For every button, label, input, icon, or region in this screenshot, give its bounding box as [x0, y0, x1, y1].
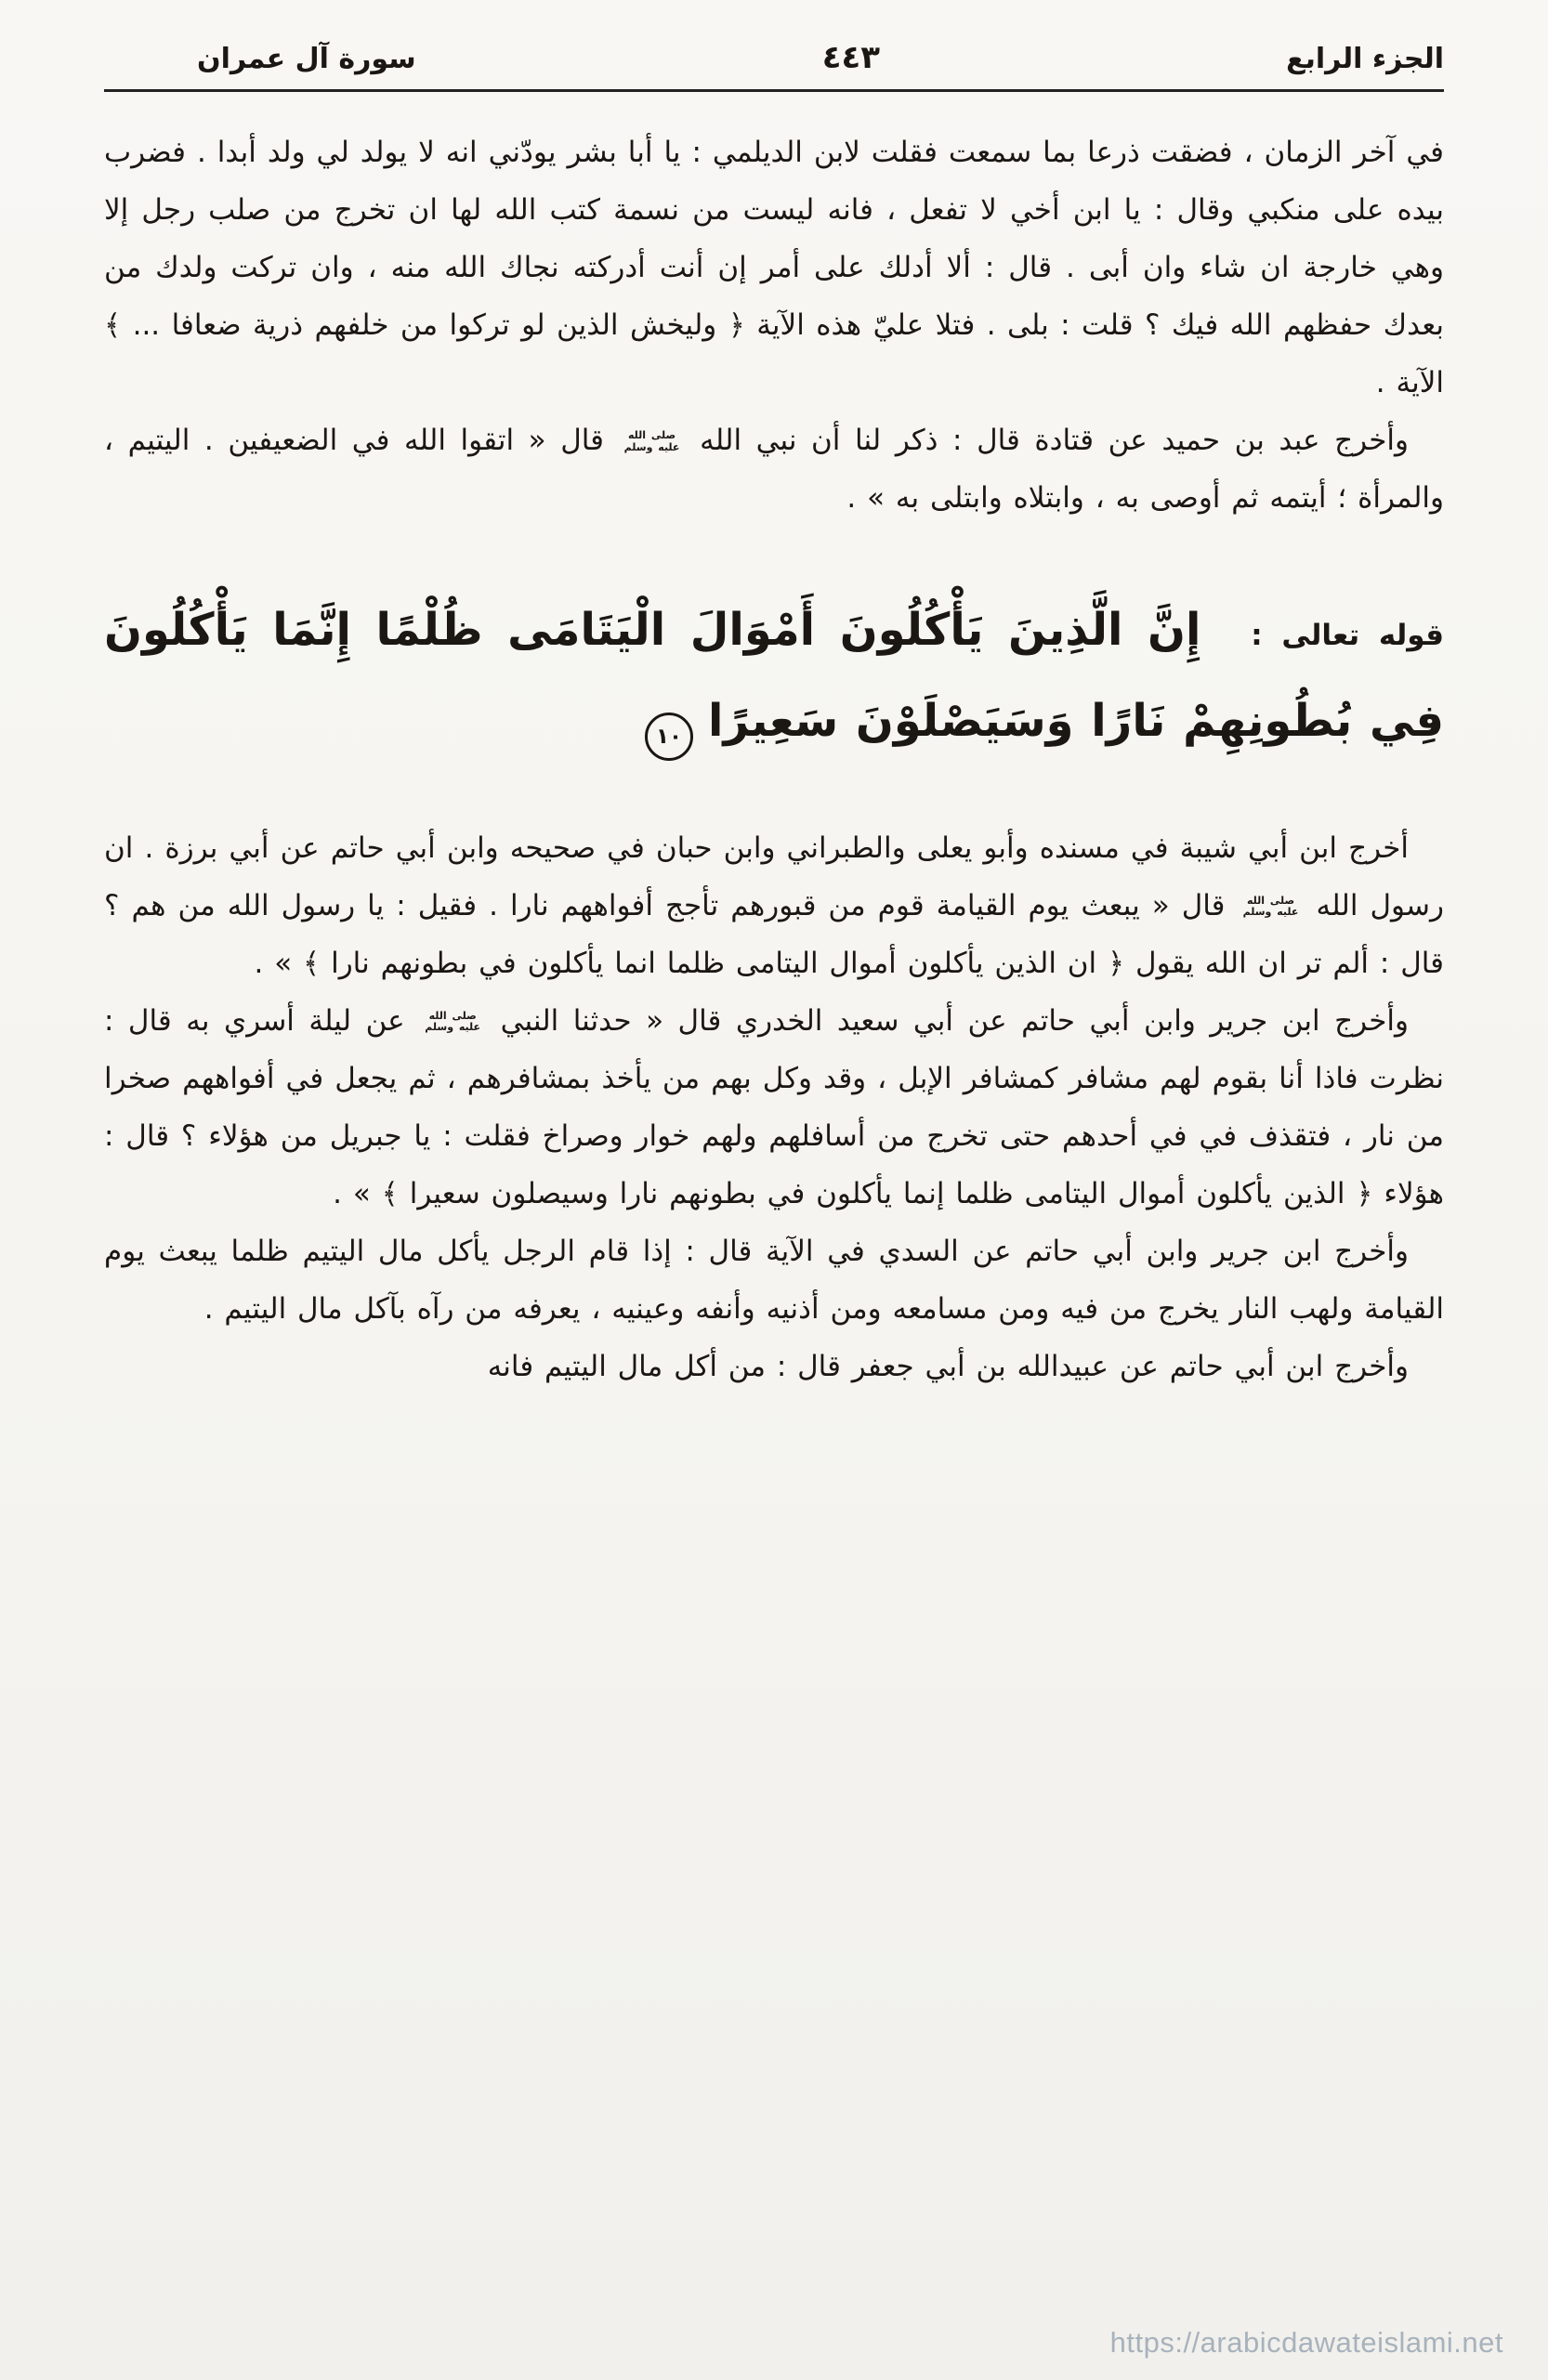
page-content [0, 92, 1548, 1395]
paragraph: وأخرج ابن جرير وابن أبي حاتم عن أبي سعيد الخدري قال « حدثنا النبي صلى الله عليه وسلم عن ليلة أسري به قال : نظرت فاذا أنا بقوم لهم مشافر كمشافر الإبل ، وقد وكل بهم من يأخذ بمشافرهم ، ثم يجعل في أفواههم صخرا من نار ، فتقذف في في أحدهم حتى تخرج من أسافلهم ولهم خوار وصراخ فقلت : يا جبريل من هؤلاء ؟ قال : هؤلاء ﴿ الذين يأكلون أموال اليتامى ظلما إنما يأكلون في بطونهم نارا وسيصلون سعيرا ﴾ » . [104, 1003, 1444, 1210]
header-surah-title: سورة آل عمران [197, 43, 416, 75]
header-part-title: الجزء الرابع [1286, 43, 1444, 75]
ayah-number: ١٠ [655, 725, 683, 750]
pbuh-honorific: صلى الله عليه وسلم [425, 1009, 481, 1034]
verse-intro-label: قوله تعالى : [1251, 619, 1445, 652]
paragraph: أخرج ابن أبي شيبة في مسنده وأبو يعلى والطبراني وابن حبان في صحيحه وابن أبي حاتم عن أبي برزة . ان رسول الله صلى الله عليه وسلم قال « يبعث يوم القيامة قوم من قبورهم تأجج أفواههم نارا . فقيل : يا رسول الله من هم ؟ قال : ألم تر ان الله يقول ﴿ ان الذين يأكلون أموال اليتامى ظلما انما يأكلون في بطونهم نارا ﴾ » . [104, 830, 1444, 980]
page-header [0, 0, 1548, 76]
paragraph: وأخرج ابن جرير وابن أبي حاتم عن السدي في الآية قال : إذا قام الرجل يأكل مال اليتيم ظلما يبعث يوم القيامة ولهب النار يخرج من فيه ومن مسامعه ومن أذنيه وأنفه وعينيه ، يعرفه من رآه بآكل مال اليتيم . [104, 1234, 1444, 1326]
ayah-number-marker [645, 713, 693, 761]
quran-verse-text: إِنَّ الَّذِينَ يَأْكُلُونَ أَمْوَالَ الْيَتَامَى ظُلْمًا إِنَّمَا يَأْكُلُونَ فِي بُطُونِهِمْ نَارًا وَسَيَصْلَوْنَ سَعِيرًا [104, 604, 1444, 748]
paragraph: في آخر الزمان ، فضقت ذرعا بما سمعت فقلت لابن الديلمي : يا أبا بشر يودّني انه لا يولد لي ولد أبدا . فضرب بيده على منكبي وقال : يا ابن أخي لا تفعل ، فانه ليست من نسمة كتب الله لها ان تخرج من صلب رجل إلا وهي خارجة ان شاء وان أبى . قال : ألا أدلك على أمر إن أنت أدركته نجاك الله منه ، وان تركت ولدك من بعدك حفظهم الله فيك ؟ قلت : بلى . فتلا عليّ هذه الآية ﴿ وليخش الذين لو تركوا من خلفهم ذرية ضعافا ... ﴾ الآية . [104, 136, 1444, 399]
paragraph: وأخرج ابن أبي حاتم عن عبيدالله بن أبي جعفر قال : من أكل مال اليتيم فانه [487, 1349, 1409, 1383]
quran-verse-block [104, 584, 1444, 767]
pbuh-honorific: صلى الله عليه وسلم [1242, 894, 1299, 919]
paragraphs-before-verse [104, 124, 1444, 527]
watermark-url: https://arabicdawateislami.net [1109, 2326, 1503, 2359]
pbuh-honorific: صلى الله عليه وسلم [623, 428, 680, 453]
header-page-number: ٤٤٣ [821, 39, 881, 76]
paragraph: وأخرج عبد بن حميد عن قتادة قال : ذكر لنا أن نبي الله صلى الله عليه وسلم قال « اتقوا الله في الضعيفين . اليتيم ، والمرأة ؛ أيتمه ثم أوصى به ، وابتلاه وابتلى به » . [104, 424, 1444, 515]
paragraphs-after-verse [104, 819, 1444, 1395]
